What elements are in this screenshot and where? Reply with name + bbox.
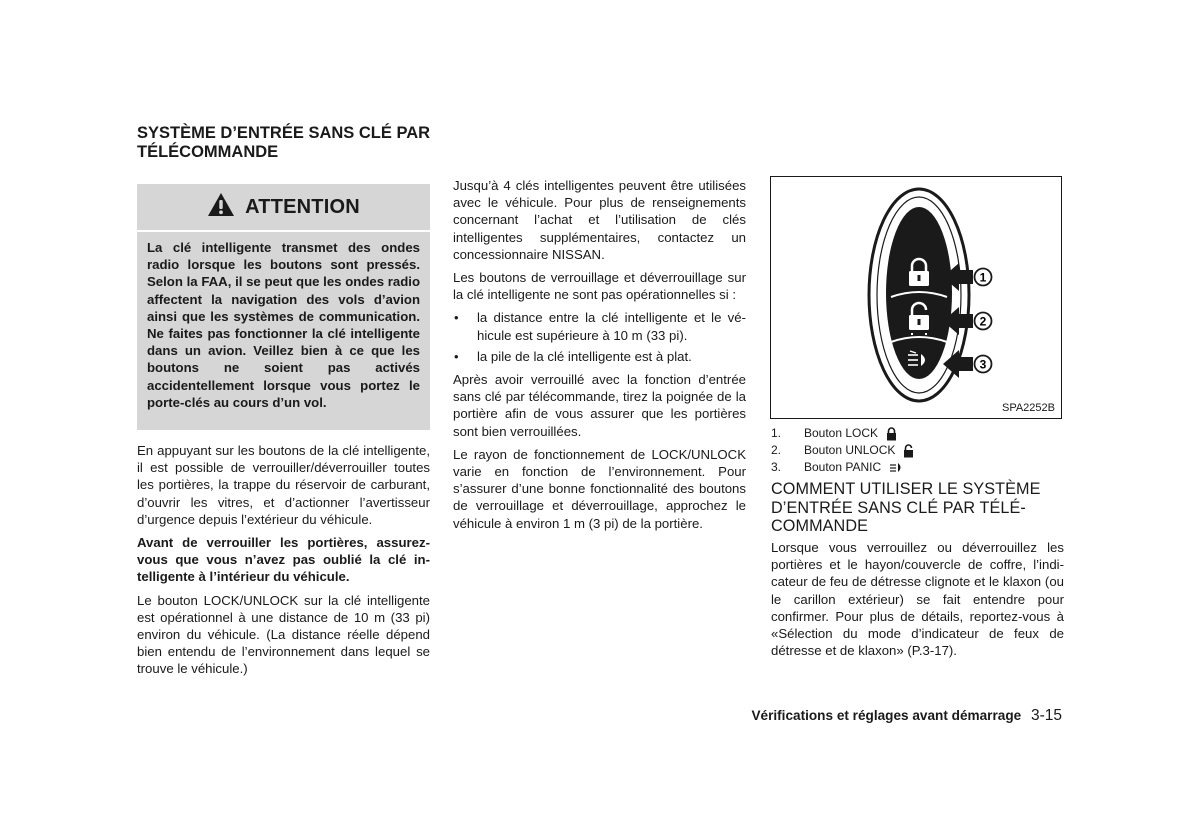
unlock-icon <box>903 444 914 458</box>
page-footer <box>600 707 1062 725</box>
warning-box <box>137 184 430 430</box>
paragraph: Après avoir verrouillé avec la fonction d’entrée sans clé par télécommande, tirez la poignée de la portière afin de vous assurer que les portières sont bien verrouillées. <box>453 372 746 439</box>
paragraph: Le rayon de fonctionnement de LOCK/UNLOCK varie en fonction de l’environnement. Pour s’assurer d’une bonne fonctionnalité des boutons de verrouillage et déverrouillage, approchez le véhicule à environ 1 m (3 pi) de la portière. <box>453 446 746 531</box>
panic-icon <box>889 462 903 474</box>
warning-triangle-icon <box>207 192 235 222</box>
figure-code: SPA2252B <box>1001 402 1055 414</box>
intelligent-key-illustration <box>771 177 1061 418</box>
section-title: SYSTÈME D’ENTRÉE SANS CLÉ PAR TÉLÉCOMMANDE <box>137 124 431 161</box>
legend-number: 2. <box>771 443 782 457</box>
callout-number-1: 1 <box>979 270 987 285</box>
legend-item <box>771 425 1064 442</box>
warning-title: ATTENTION <box>245 195 360 218</box>
legend-label: Bouton UNLOCK <box>804 443 896 457</box>
subsection-title: COMMENT UTILISER LE SYSTÈME D’ENTRÉE SANS CLÉ PAR TÉLÉCOMMANDE <box>771 480 1041 535</box>
warning-text: La clé intelligente transmet des ondes radio lorsque les boutons sont pressés. Selon la FAA, il se peut que les ondes radio affectent la navigation des vols d’avion ainsi que les systèmes de communication. Ne faites pas fonctionner la clé intelligente dans un avion. Veillez bien à ce que les boutons ne soient pas activés accidentellement lorsque vous portez le porte-clés au cours d’un vol. <box>147 240 420 410</box>
chapter-title: Vérifications et réglages avant démarrage <box>751 708 1022 723</box>
warning-header <box>137 184 430 232</box>
legend-label: Bouton LOCK <box>804 426 879 440</box>
paragraph: En appuyant sur les boutons de la clé intelligente, il est possible de verrouiller/déverrouiller toutes les portières, la trappe du réservoir de carburant, d’ouvrir les vitres, et d’actionner l’avertisseur d’urgence depuis l’extérieur du véhicule. <box>137 443 430 527</box>
list-item: • la pile de la clé intelligente est à plat. <box>453 348 746 365</box>
paragraph: Le bouton LOCK/UNLOCK sur la clé intelligente est opérationnel à une distance de 10 m (33 pi) environ du véhicule. (La distance réelle dépend bien entendu de l’environnement dans lequel se trouve le véhicule.) <box>137 592 430 677</box>
legend-item <box>771 442 1064 459</box>
bold-paragraph: Avant de verrouiller les portières, assurez-vous que vous n’avez pas oublié la clé intelligente à l’intérieur du véhicule. <box>137 535 430 585</box>
right-column <box>771 539 1064 665</box>
paragraph: Lorsque vous verrouillez ou déverrouillez les portières et le hayon/couvercle de coffre, l’indicateur de feu de détresse clignote et le klaxon (ou le carillon extérieur) se fait entendre pour confirmer. Pour plus de détails, reportez-vous à «Sélection du mode d’indicateur de feux de détresse et de klaxon» (P.3-17). <box>771 540 1064 659</box>
legend-number: 3. <box>771 460 782 474</box>
legend-label: Bouton PANIC <box>804 460 882 474</box>
legend-number: 1. <box>771 426 782 440</box>
key-figure <box>770 176 1062 419</box>
middle-column <box>453 177 746 538</box>
callout-number-2: 2 <box>979 314 987 329</box>
list-item: • la distance entre la clé intelligente et le véhicule est supérieure à 10 m (33 pi). <box>453 309 746 343</box>
legend-item <box>771 459 1064 476</box>
bullet-list <box>453 309 746 365</box>
paragraph: Les boutons de verrouillage et déverrouillage sur la clé intelligente ne sont pas opérationnelles si : <box>453 270 746 303</box>
figure-legend <box>771 425 1064 476</box>
lock-icon <box>886 427 897 441</box>
page-number: 3-15 <box>1030 707 1062 724</box>
callout-number-3: 3 <box>979 357 987 372</box>
left-column <box>137 442 430 684</box>
paragraph: Jusqu’à 4 clés intelligentes peuvent être utilisées avec le véhicule. Pour plus de renseignements concernant l’achat et l’utilisation de clés intelligentes supplémentaires, contactez un concessionnaire NISSAN. <box>453 178 746 262</box>
